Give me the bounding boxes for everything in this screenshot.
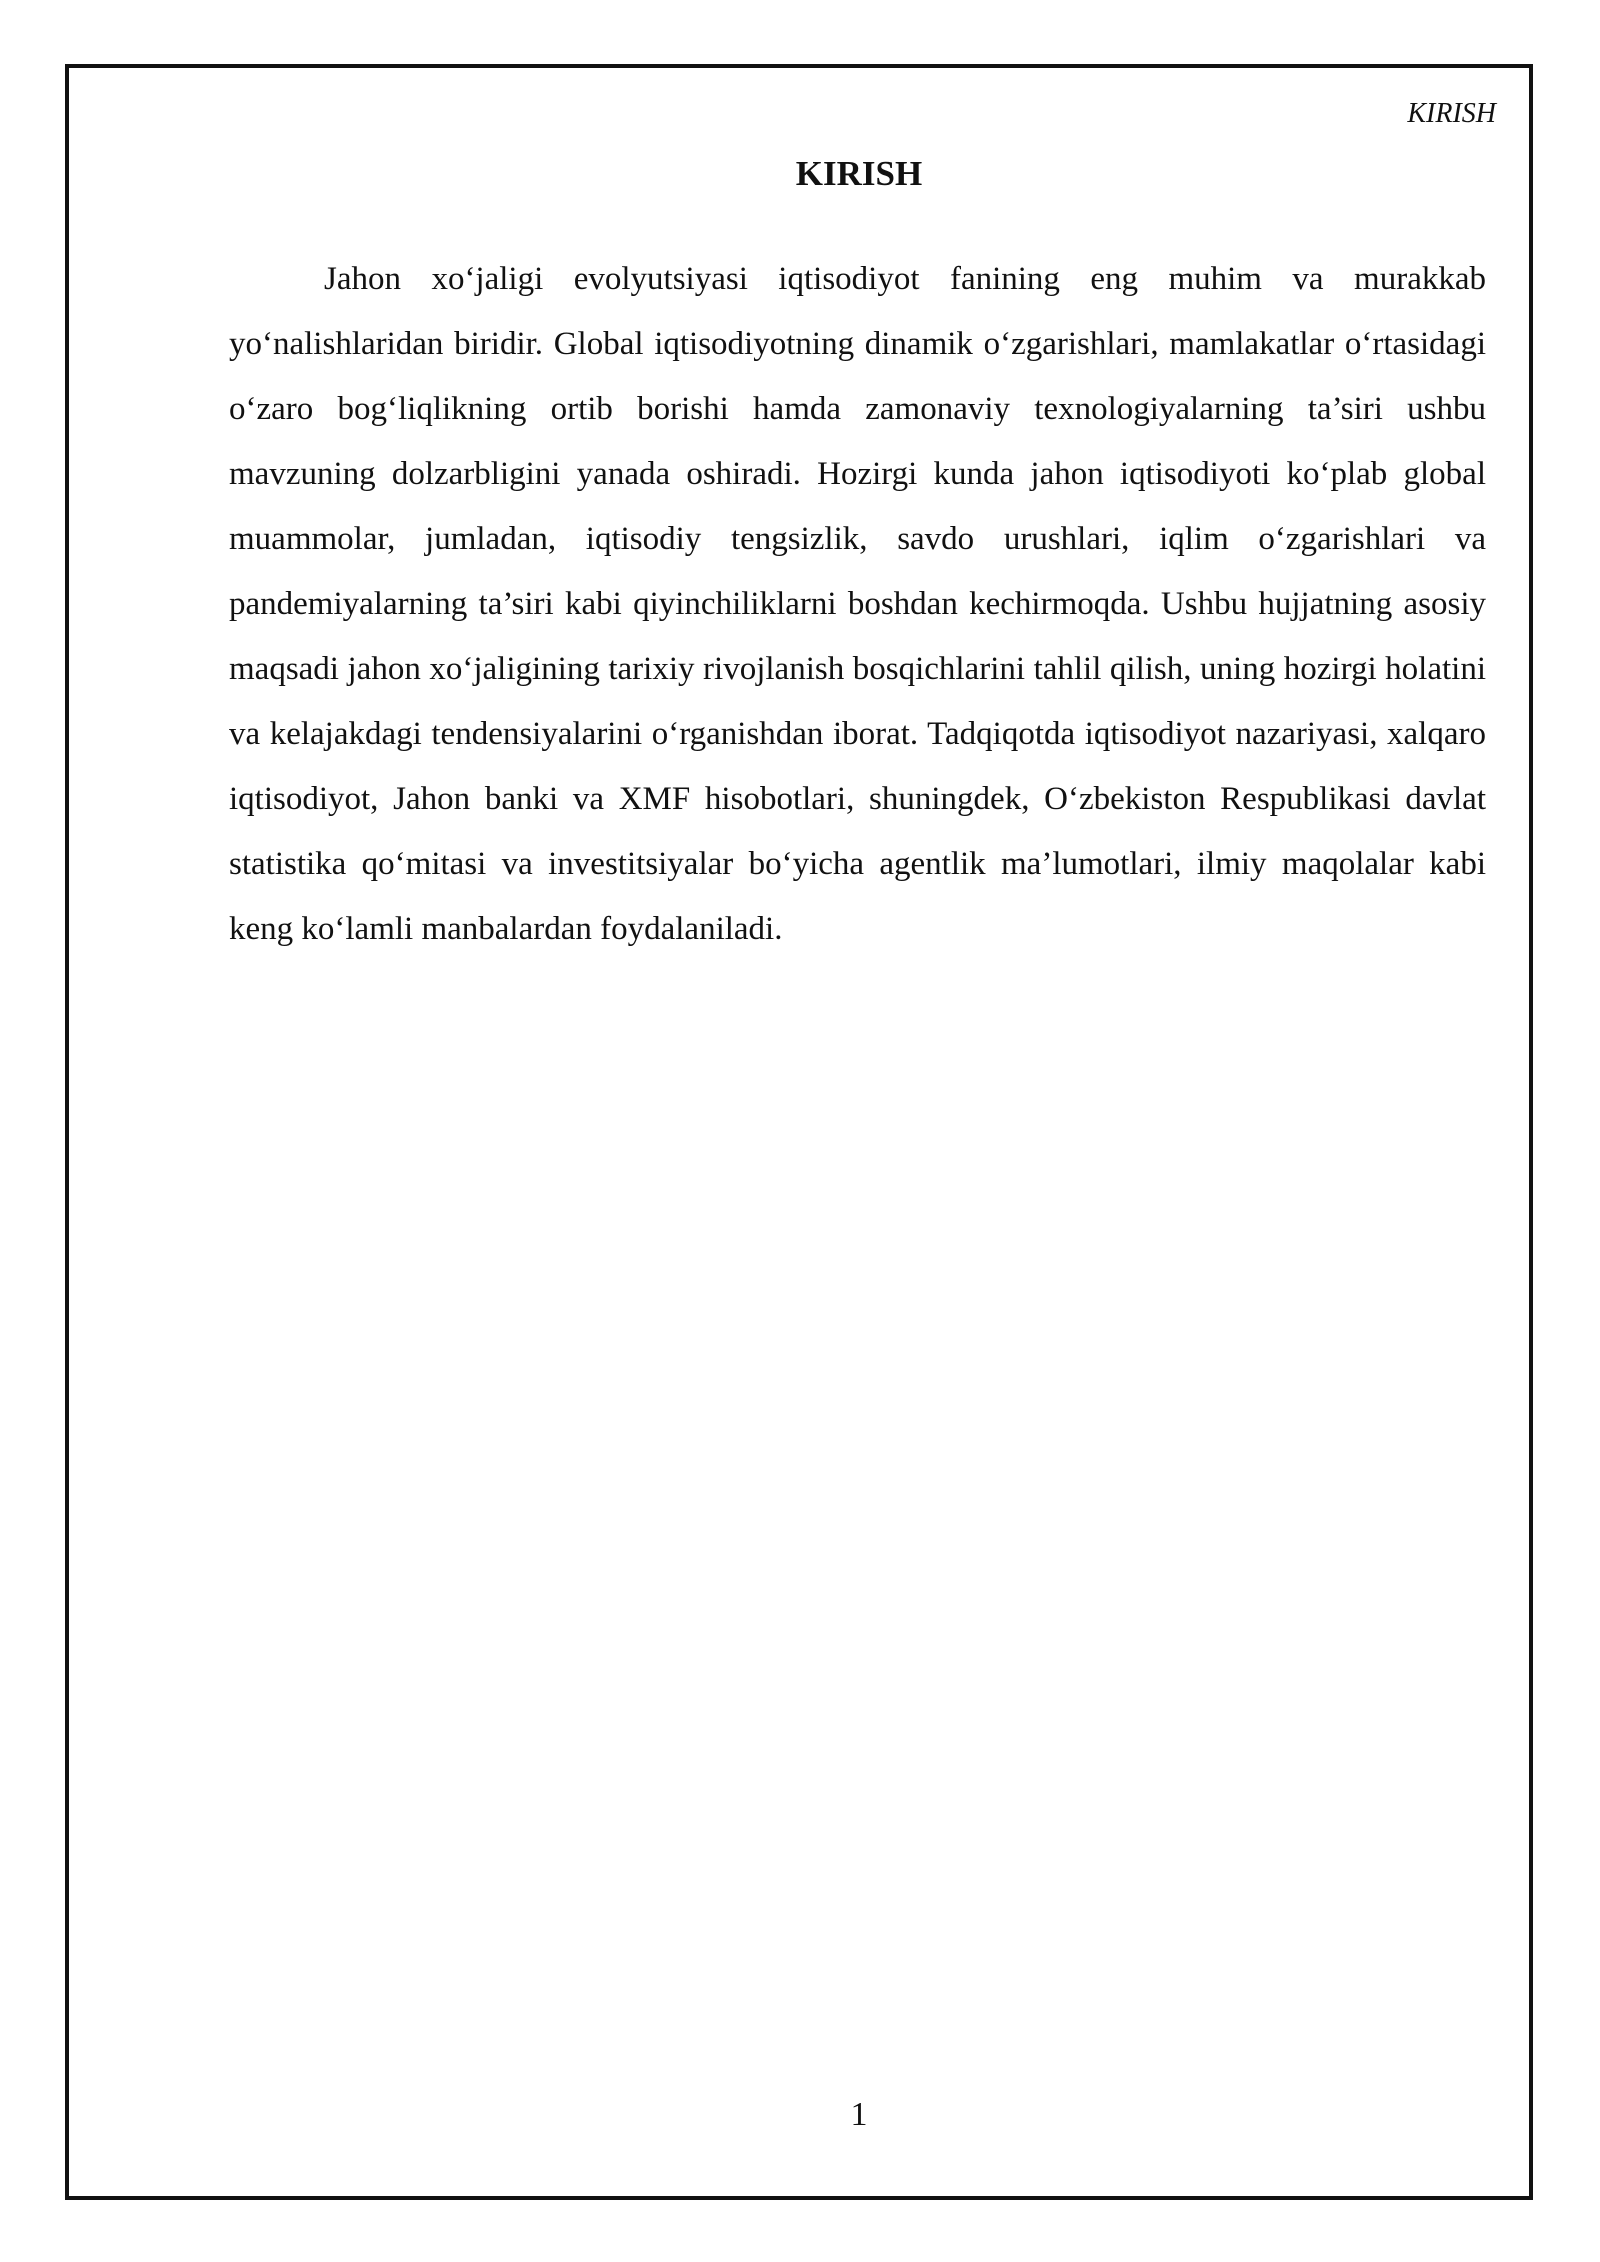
body-paragraph: Jahon xo‘jaligi evolyutsiyasi iqtisodiyot fanining eng muhim va murakkab yo‘nalishlaridan biridir. Global iqtisodiyotning dinamik o‘zgarishlari, mamlakatlar o‘rtasidagi o‘zaro bog‘liqlikning ortib borishi hamda zamonaviy texnologiyalarning ta’siri ushbu mavzuning dolzarbligini yanada oshiradi. Hozirgi kunda jahon iqtisodiyoti ko‘plab global muammolar, jumladan, iqtisodiy tengsizlik, savdo urushlari, iqlim o‘zgarishlari va pandemiyalarning ta’siri kabi qiyinchiliklarni boshdan kechirmoqda. Ushbu hujjatning asosiy maqsadi jahon xo‘jaligining tarixiy rivojlanish bosqichlarini tahlil qilish, uning hozirgi holatini va kelajakdagi tendensiyalarini o‘rganishdan iborat. Tadqiqotda iqtisodiyot nazariyasi, xalqaro iqtisodiyot, Jahon banki va XMF hisobotlari, shuningdek, O‘zbekiston Respublikasi davlat statistika qo‘mitasi va investitsiyalar bo‘yicha agentlik ma’lumotlari, ilmiy maqolalar kabi keng ko‘lamli manbalardan foydalaniladi. [229,261,1486,947]
running-header: KIRISH [1407,98,1496,129]
page-title: KIRISH [795,154,923,193]
page-number: 1 [850,2096,868,2133]
